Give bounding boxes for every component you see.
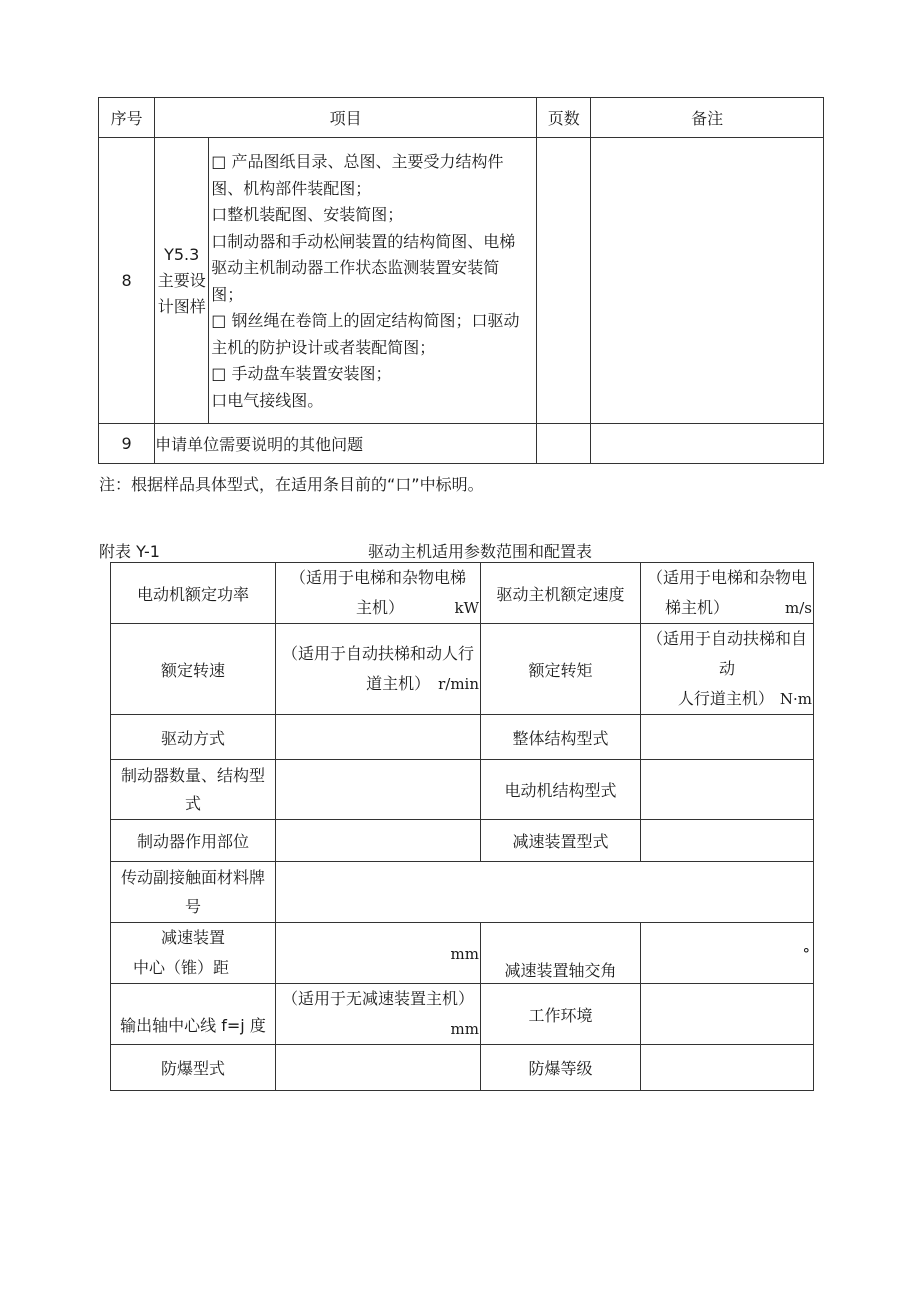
label-work-environment: 工作环境 [481, 984, 641, 1045]
row8-clause-line2: 主要设 [157, 270, 206, 290]
center-distance-line1: 减速装置 [160, 928, 225, 947]
label-output-shaft: 输出轴中心线 f=j 度 [111, 984, 276, 1045]
row8-item-line: 主机的防护设计或者装配简图； [211, 337, 436, 357]
center-distance-unit: mm [450, 944, 479, 963]
value-center-distance [276, 923, 481, 984]
motor-power-note-line2: 主机） [356, 598, 405, 617]
motor-power-note-line1: （适用于电梯和杂物电梯 [289, 568, 466, 587]
row8-item-line: □ 产品图纸目录、总图、主要受力结构件 [211, 152, 504, 171]
row9-remark [591, 424, 824, 464]
row8-pages [537, 138, 591, 424]
contact-material-line2: 号 [184, 897, 201, 916]
value-motor-power [276, 563, 481, 624]
label-rated-rpm: 额定转速 [111, 624, 276, 715]
label-drive-mode: 驱动方式 [111, 715, 276, 760]
label-rated-speed: 驱动主机额定速度 [481, 563, 641, 624]
appendix-title: 驱动主机适用参数范围和配置表 [368, 542, 593, 561]
label-brake-count-structure [111, 760, 276, 820]
rated-speed-unit: m/s [785, 599, 812, 617]
label-rated-torque: 额定转矩 [481, 624, 641, 715]
contact-material-line1: 传动副接触面材料牌 [120, 868, 265, 887]
value-rated-torque [641, 624, 814, 715]
label-shaft-angle: 减速装置轴交角 [481, 923, 641, 984]
row9-no: 9 [99, 424, 155, 464]
value-brake-count-structure [276, 760, 481, 820]
value-output-shaft [276, 984, 481, 1045]
value-shaft-angle [641, 923, 814, 984]
rated-torque-unit: N·m [779, 690, 812, 708]
row8-item-line: 口制动器和手动松闸装置的结构简图、电梯 [211, 231, 516, 251]
row8-item-line: □ 钢丝绳在卷筒上的固定结构简图；口驱动 [211, 311, 520, 330]
value-brake-position [276, 820, 481, 862]
drive-host-params-table [110, 562, 814, 1091]
value-explosion-grade [641, 1045, 814, 1091]
row8-item-line: 驱动主机制动器工作状态监测装置安装简 [211, 258, 500, 277]
header-item: 项目 [155, 98, 537, 138]
label-motor-structure: 电动机结构型式 [481, 760, 641, 820]
row9-pages [537, 424, 591, 464]
row8-item-line: □ 手动盘车装置安装图； [211, 364, 392, 383]
rated-torque-note-line1: （适用于自动扶梯和自动 [646, 629, 807, 678]
output-shaft-unit: mm [450, 1020, 479, 1038]
label-motor-power: 电动机额定功率 [111, 563, 276, 624]
header-remark: 备注 [591, 98, 824, 138]
rated-rpm-unit: r/min [438, 675, 479, 693]
row8-clause-line1: Y5.3 [164, 244, 200, 264]
row8-item-line: 口电气接线图。 [211, 390, 324, 410]
rated-rpm-note-line2: 道主机） [366, 674, 431, 693]
label-explosion-grade: 防爆等级 [481, 1045, 641, 1091]
label-reducer-type: 减速装置型式 [481, 820, 641, 862]
shaft-angle-unit: ° [802, 944, 810, 963]
label-overall-structure: 整体结构型式 [481, 715, 641, 760]
value-rated-rpm [276, 624, 481, 715]
label-explosion-type: 防爆型式 [111, 1045, 276, 1091]
header-no: 序号 [99, 98, 155, 138]
appendix-label: 附表 Y-1 [99, 542, 160, 561]
value-contact-material [276, 862, 814, 923]
value-drive-mode [276, 715, 481, 760]
row8-clause [155, 138, 209, 424]
output-shaft-note: （适用于无减速装置主机） [281, 989, 474, 1008]
label-brake-position: 制动器作用部位 [111, 820, 276, 862]
value-work-environment [641, 984, 814, 1045]
rated-speed-note-line2: 梯主机） [665, 598, 730, 617]
row8-clause-line3: 计图样 [157, 296, 206, 316]
row9-item: 申请单位需要说明的其他问题 [155, 424, 537, 464]
row8-items [209, 138, 537, 424]
rated-speed-note-line1: （适用于电梯和杂物电 [646, 568, 807, 587]
rated-torque-note-line2: 人行道主机） [677, 689, 774, 708]
brake-count-line2: 式 [184, 793, 201, 813]
value-explosion-type [276, 1045, 481, 1091]
value-motor-structure [641, 760, 814, 820]
application-items-table [98, 97, 824, 464]
label-contact-material [111, 862, 276, 923]
value-reducer-type [641, 820, 814, 862]
row8-item-line: 口整机装配图、安装简图； [211, 205, 404, 224]
row8-no: 8 [99, 138, 155, 424]
value-overall-structure [641, 715, 814, 760]
center-distance-line2: 中心（锥）距 [132, 958, 229, 977]
header-pages: 页数 [537, 98, 591, 138]
label-center-distance [111, 923, 276, 984]
rated-rpm-note-line1: （适用于自动扶梯和动人行 [281, 644, 474, 663]
row8-remark [591, 138, 824, 424]
row8-item-line: 图； [211, 284, 244, 304]
motor-power-unit: kW [454, 599, 479, 617]
table-note: 注：根据样品具体型式，在适用条目前的“口”中标明。 [99, 475, 484, 494]
row8-item-line: 图、机构部件装配图； [211, 178, 372, 198]
brake-count-line1: 制动器数量、结构型 [120, 765, 265, 785]
value-rated-speed [641, 563, 814, 624]
